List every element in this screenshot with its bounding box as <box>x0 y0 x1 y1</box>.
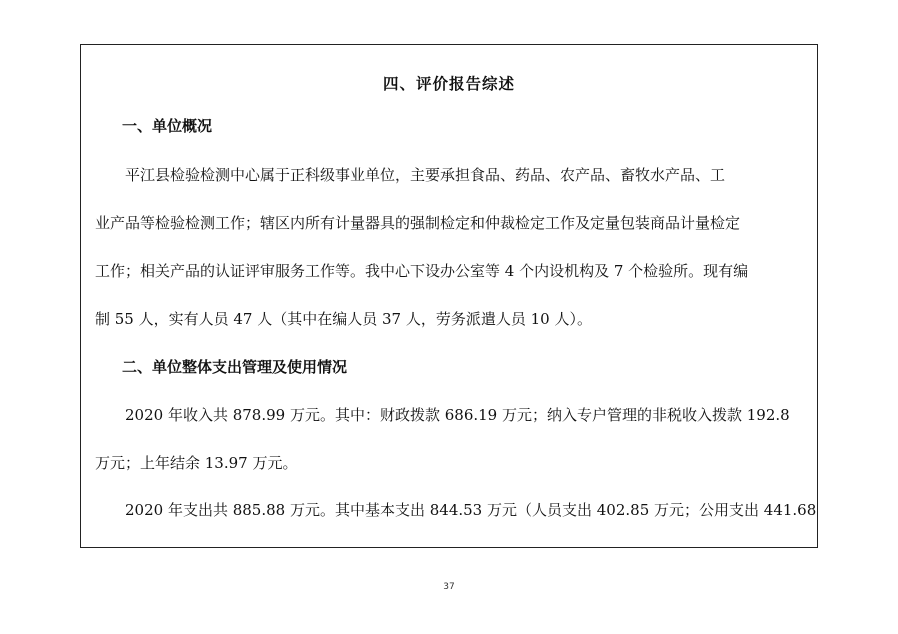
overview-line-4: 制 55 人，实有人员 47 人（其中在编人员 37 人，劳务派遣人员 10 人）。 <box>95 310 592 328</box>
overview-line-2: 业产品等检验检测工作；辖区内所有计量器具的强制检定和仲裁检定工作及定量包装商品计量检定 <box>95 214 741 232</box>
income-line-2: 万元；上年结余 13.97 万元。 <box>95 454 298 472</box>
heading-unit-overview: 一、单位概况 <box>122 117 213 135</box>
expense-line-1: 2020 年支出共 885.88 万元。其中基本支出 844.53 万元（人员支出 402.85 万元；公用支出 441.68 <box>125 501 817 519</box>
heading-expenditure: 二、单位整体支出管理及使用情况 <box>122 358 348 376</box>
section-title: 四、评价报告综述 <box>382 74 515 93</box>
income-line-1: 2020 年收入共 878.99 万元。其中：财政拨款 686.19 万元；纳入专户管理的非税收入拨款 192.8 <box>125 406 790 424</box>
page-number: 37 <box>443 582 455 592</box>
overview-line-1: 平江县检验检测中心属于正科级事业单位，主要承担食品、药品、农产品、畜牧水产品、工 <box>125 166 726 184</box>
overview-line-3: 工作；相关产品的认证评审服务工作等。我中心下设办公室等 4 个内设机构及 7 个检验所。现有编 <box>95 262 749 280</box>
